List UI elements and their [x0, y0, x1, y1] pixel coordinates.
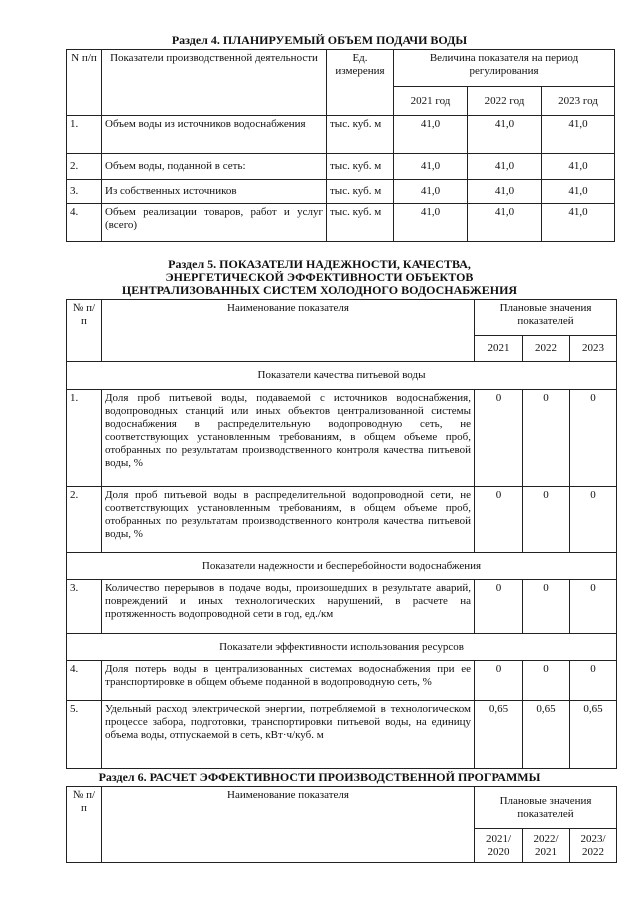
table-row [67, 204, 615, 242]
row-name: Доля потерь воды в централизованных системах водоснабжения при ее транспортировке в общем объеме поданной в водопроводную сеть, % [102, 661, 475, 701]
row-name: Объем реализации товаров, работ и услуг (всего) [102, 204, 327, 242]
section5-title: Раздел 5. ПОКАЗАТЕЛИ НАДЕЖНОСТИ, КАЧЕСТВА, ЭНЕРГЕТИЧЕСКОЙ ЭФФЕКТИВНОСТИ ОБЪЕКТОВ ЦЕНТРАЛИЗОВАННЫХ СИСТЕМ ХОЛОДНОГО ВОДОСНАБЖЕНИЯ [121, 257, 518, 297]
row-value: 0 [475, 580, 523, 634]
row-value: 0 [570, 487, 617, 553]
col-header-year: 2023/ 2022 [570, 829, 617, 863]
row-value: 0,65 [523, 701, 570, 769]
row-unit: тыс. куб. м [327, 204, 394, 242]
section4-table [66, 49, 615, 242]
group-title: Показатели эффективности использования ресурсов [67, 634, 617, 661]
row-value: 41,0 [394, 204, 468, 242]
col-header-indicator: Наименование показателя [102, 300, 475, 362]
row-value: 41,0 [394, 180, 468, 204]
table-row [67, 180, 615, 204]
col-header-plan: Плановые значения показателей [475, 787, 617, 829]
col-header-year: 2021 год [394, 87, 468, 116]
row-value: 41,0 [394, 154, 468, 180]
row-name: Доля проб питьевой воды, подаваемой с источников водоснабжения, водопроводных станций или иных объектов централизованной системы водоснабжения в распределительную водопроводную сеть, не соответствующих установленным требованиям, в общем объеме проб, отобранных по результатам производственного контроля качества питьевой воды, % [102, 390, 475, 487]
row-name: Объем воды, поданной в сеть: [102, 154, 327, 180]
col-header-indicator: Наименование показателя [102, 787, 475, 863]
col-header-num: N п/п [67, 50, 102, 116]
row-unit: тыс. куб. м [327, 154, 394, 180]
row-value: 0 [523, 580, 570, 634]
col-header-plan: Плановые значения показателей [475, 300, 617, 336]
row-name: Доля проб питьевой воды в распределительной водопроводной сети, не соответствующих установленным требованиям, в общем объеме проб, отобранных по результатам производственного контроля качества питьевой воды, % [102, 487, 475, 553]
row-value: 0,65 [475, 701, 523, 769]
row-value: 41,0 [542, 180, 615, 204]
table-row [67, 701, 617, 769]
row-num: 4. [67, 661, 102, 701]
row-value: 0 [523, 661, 570, 701]
row-value: 41,0 [394, 116, 468, 154]
row-name: Удельный расход электрической энергии, потребляемой в технологическом процессе забора, подготовки, транспортировки питьевой воды, на единицу объема воды, отпускаемой в сеть, кВт·ч/куб. м [102, 701, 475, 769]
row-num: 2. [67, 154, 102, 180]
row-value: 0 [523, 390, 570, 487]
col-header-year: 2023 год [542, 87, 615, 116]
table-row [67, 154, 615, 180]
row-value: 0 [475, 487, 523, 553]
table-row [67, 661, 617, 701]
section5-table [66, 299, 617, 769]
row-value: 41,0 [542, 116, 615, 154]
table-row [67, 580, 617, 634]
table-row [67, 487, 617, 553]
row-num: 1. [67, 116, 102, 154]
col-header-value: Величина показателя на период регулирования [394, 50, 615, 87]
row-value: 0 [475, 390, 523, 487]
row-value: 41,0 [468, 180, 542, 204]
row-unit: тыс. куб. м [327, 116, 394, 154]
row-value: 41,0 [468, 204, 542, 242]
group-title: Показатели надежности и бесперебойности водоснабжения [67, 553, 617, 580]
row-value: 41,0 [468, 116, 542, 154]
row-unit: тыс. куб. м [327, 180, 394, 204]
row-num: 5. [67, 701, 102, 769]
row-value: 0 [570, 580, 617, 634]
row-value: 0 [570, 390, 617, 487]
col-header-num: № п/п [67, 300, 102, 362]
section6-table [66, 786, 617, 863]
row-value: 0 [570, 661, 617, 701]
col-header-year: 2022 [523, 336, 570, 362]
row-num: 2. [67, 487, 102, 553]
row-name: Объем воды из источников водоснабжения [102, 116, 327, 154]
col-header-year: 2021/ 2020 [475, 829, 523, 863]
row-value: 41,0 [542, 154, 615, 180]
col-header-unit: Ед. измерения [327, 50, 394, 116]
table-row [67, 390, 617, 487]
row-num: 3. [67, 580, 102, 634]
row-value: 41,0 [542, 204, 615, 242]
row-value: 0 [475, 661, 523, 701]
row-num: 1. [67, 390, 102, 487]
col-header-year: 2021 [475, 336, 523, 362]
row-num: 3. [67, 180, 102, 204]
row-name: Из собственных источников [102, 180, 327, 204]
col-header-year: 2023 [570, 336, 617, 362]
col-header-year: 2022 год [468, 87, 542, 116]
row-num: 4. [67, 204, 102, 242]
table-row [67, 116, 615, 154]
col-header-year: 2022/ 2021 [523, 829, 570, 863]
row-name: Количество перерывов в подаче воды, произошедших в результате аварий, повреждений и иных технологических нарушений, в расчете на протяженность водопроводной сети в год, ед./км [102, 580, 475, 634]
row-value: 0,65 [570, 701, 617, 769]
section6-title: Раздел 6. РАСЧЕТ ЭФФЕКТИВНОСТИ ПРОИЗВОДСТВЕННОЙ ПРОГРАММЫ [98, 770, 541, 784]
col-header-num: № п/п [67, 787, 102, 863]
group-title: Показатели качества питьевой воды [67, 362, 617, 390]
section4-title: Раздел 4. ПЛАНИРУЕМЫЙ ОБЪЕМ ПОДАЧИ ВОДЫ [171, 33, 468, 47]
row-value: 0 [523, 487, 570, 553]
col-header-indicator: Показатели производственной деятельности [102, 50, 327, 116]
row-value: 41,0 [468, 154, 542, 180]
